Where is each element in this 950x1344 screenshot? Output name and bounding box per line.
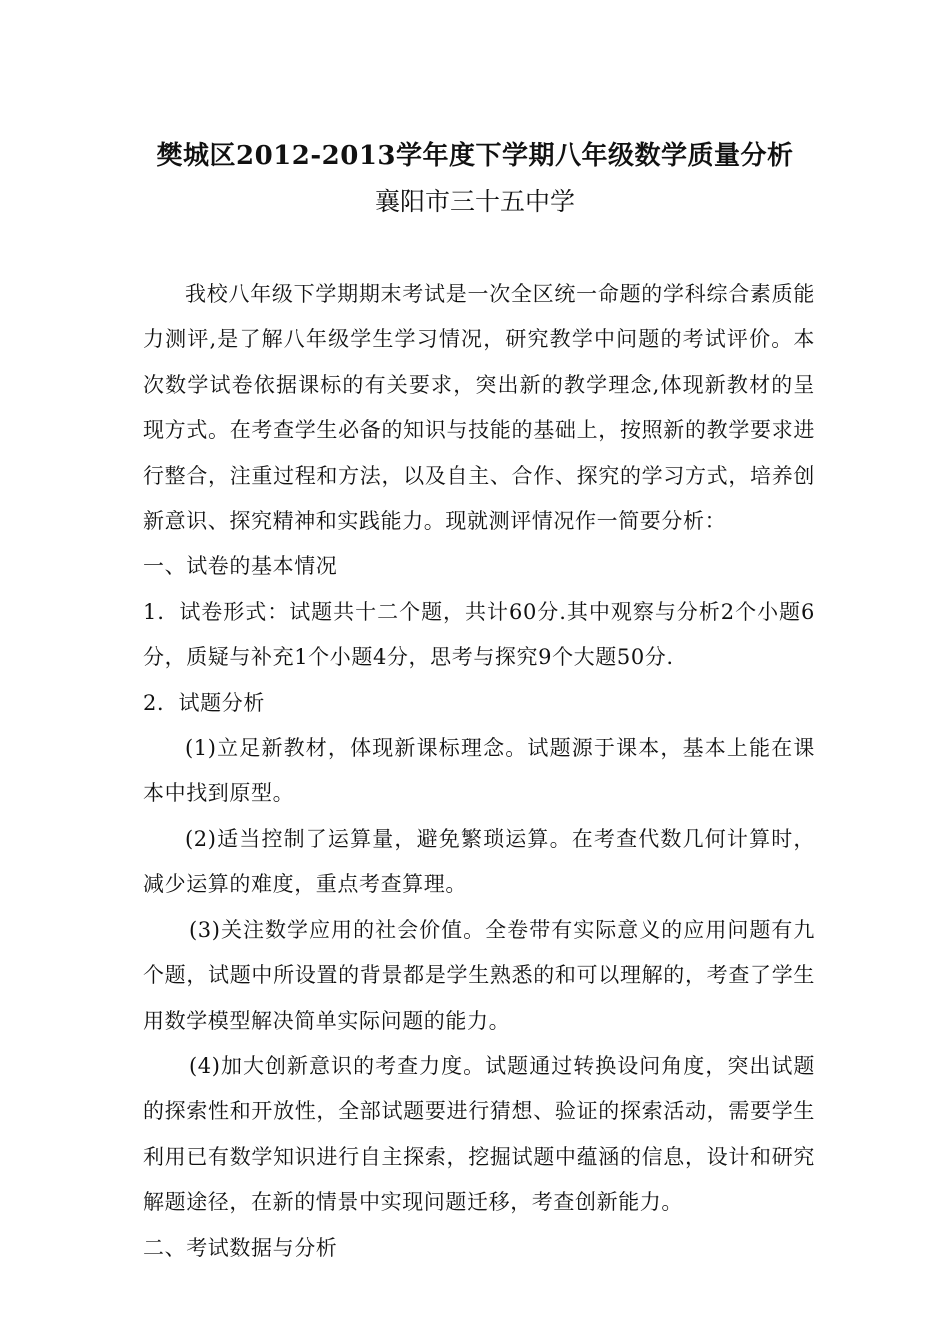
item-question-analysis: 2．试题分析	[143, 690, 265, 715]
analysis-point-3: (3)关注数学应用的社会价值。全卷带有实际意义的应用问题有九个题，试题中所设置的背景都是学生熟悉的和可以理解的，考查了学生用数学模型解决简单实际问题的能力。	[143, 917, 815, 1033]
section-heading-exam-data: 二、考试数据与分析	[143, 1235, 338, 1260]
analysis-point-4: (4)加大创新意识的考查力度。试题通过转换设问角度，突出试题的探索性和开放性，全部试题要进行猜想、验证的探索活动，需要学生利用已有数学知识进行自主探索，挖掘试题中蕴涵的信息，设计和研究解题途径，在新的情景中实现问题迁移，考查创新能力。	[143, 1053, 815, 1215]
document-title: 樊城区2012-2013学年度下学期八年级数学质量分析	[156, 141, 794, 171]
school-name: 襄阳市三十五中学	[374, 187, 575, 216]
section-heading-basic-info: 一、试卷的基本情况	[143, 554, 338, 579]
intro-paragraph: 我校八年级下学期期末考试是一次全区统一命题的学科综合素质能力测评,是了解八年级学生学习情况，研究教学中问题的考试评价。本次数学试卷依据课标的有关要求，突出新的教学理念,体现新教材的呈现方式。在考查学生必备的知识与技能的基础上，按照新的教学要求进行整合，注重过程和方法，以及自主、合作、探究的学习方式，培养创新意识、探究精神和实践能力。现就测评情况作一简要分析：	[143, 282, 815, 534]
analysis-point-2: (2)适当控制了运算量，避免繁琐运算。在考查代数几何计算时，减少运算的难度，重点考查算理。	[143, 826, 815, 897]
document-body	[143, 272, 815, 1271]
item-paper-format: 1．试卷形式：试题共十二个题，共计60分.其中观察与分析2个小题6分，质疑与补充1个小题4分，思考与探究9个大题50分.	[143, 599, 815, 670]
analysis-point-1: (1)立足新教材，体现新课标理念。试题源于课本，基本上能在课本中找到原型。	[143, 736, 815, 806]
